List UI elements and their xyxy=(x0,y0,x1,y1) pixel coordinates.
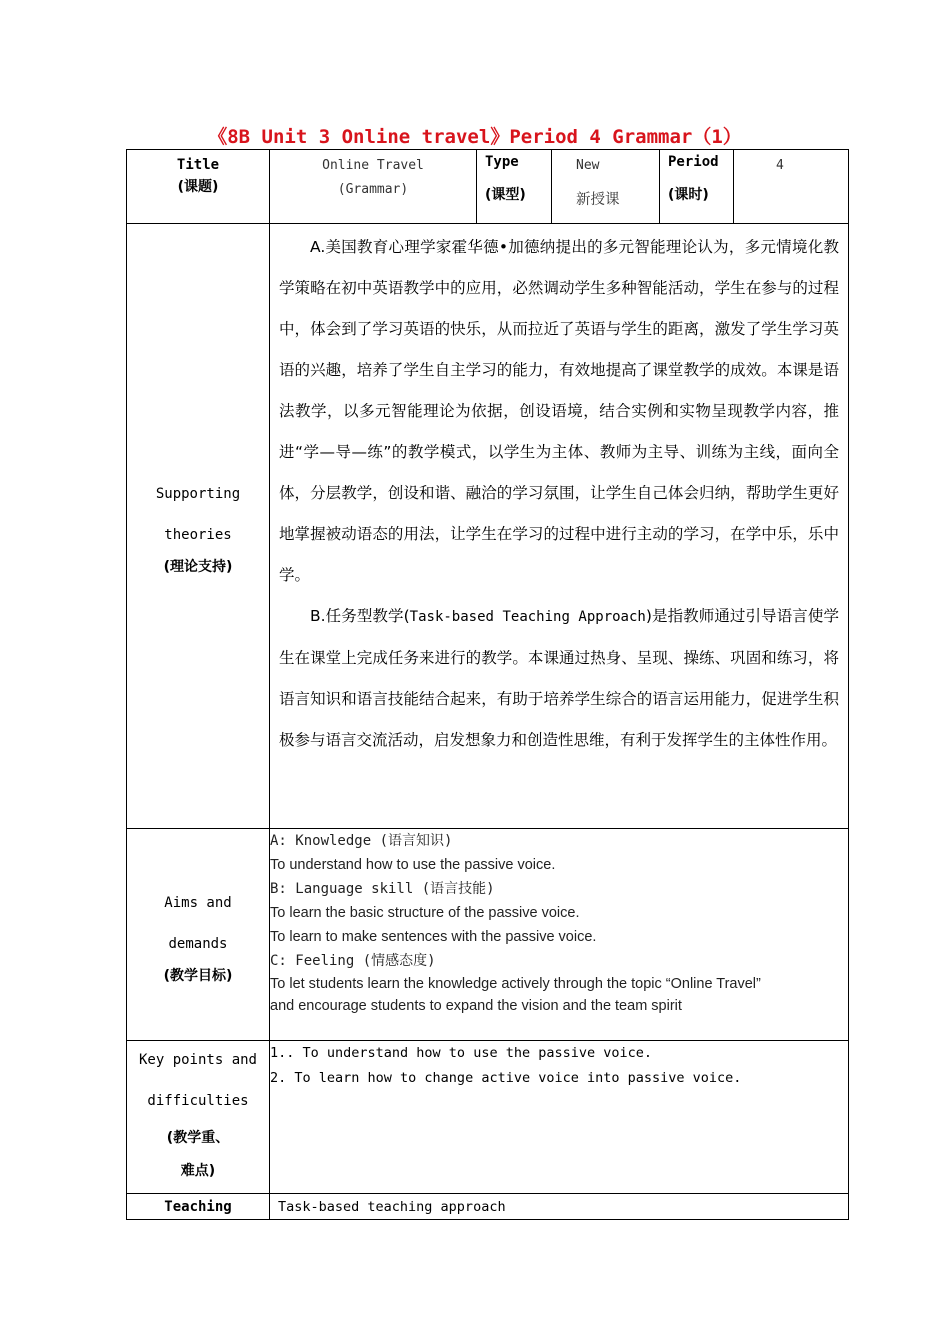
aims-skill-text-1: To learn the basic structure of the passive voice. xyxy=(270,905,580,921)
key-points-label-line2: difficulties xyxy=(147,1093,249,1109)
teaching-row xyxy=(127,1194,849,1220)
title-label-cn: (课题) xyxy=(177,179,219,195)
title-value-cell xyxy=(270,150,477,224)
aims-label-line1: Aims and xyxy=(164,894,232,911)
aims-content-cell xyxy=(270,829,849,1041)
key-point-1: 1.. To understand how to use the passive voice. xyxy=(270,1045,653,1061)
teaching-label: Teaching xyxy=(127,1194,270,1220)
type-label: Type xyxy=(485,154,519,170)
supporting-label-cell xyxy=(127,224,270,829)
theory-b-prefix: B.任务型教学( xyxy=(310,607,410,625)
supporting-label-cn: (理论支持) xyxy=(163,559,233,575)
key-points-row xyxy=(127,1041,849,1194)
period-value-cell xyxy=(734,150,849,224)
key-points-label-line1: Key points and xyxy=(138,1052,257,1068)
aims-feeling-text-2: and encourage students to expand the vision and the team spirit xyxy=(270,998,682,1014)
period-label-cell xyxy=(660,150,734,224)
lesson-plan-table xyxy=(126,149,849,1220)
type-value-en: New xyxy=(576,158,600,173)
aims-label-line2: demands xyxy=(168,935,228,952)
supporting-text-cell xyxy=(270,224,849,829)
theory-b-english: Task-based Teaching Approach xyxy=(409,609,646,625)
type-label-cell xyxy=(477,150,552,224)
period-label: Period xyxy=(668,154,719,170)
type-value-cell xyxy=(552,150,660,224)
aims-feeling-heading: C: Feeling (情感态度) xyxy=(270,953,436,969)
supporting-label-line2: theories xyxy=(164,527,232,543)
theory-paragraph-b xyxy=(270,596,848,761)
title-label: Title xyxy=(176,157,220,173)
page-title: 《8B Unit 3 Online travel》Period 4 Grammar（1） xyxy=(208,126,742,148)
aims-row xyxy=(127,829,849,1041)
teaching-value: Task-based teaching approach xyxy=(270,1194,849,1220)
title-value-line1: Online Travel xyxy=(322,158,424,173)
supporting-row xyxy=(127,224,849,829)
supporting-label-line1: Supporting xyxy=(155,486,241,502)
theory-b-rest: )是指教师通过引导语言使学生在课堂上完成任务来进行的教学。本课通过热身、呈现、操练、巩固和练习，将语言知识和语言技能结合起来，有助于培养学生综合的语言运用能力，促进学生积极参与语言交流活动，启发想象力和创造性思维，有利于发挥学生的主体性作用。 xyxy=(279,607,839,749)
key-points-label-cn1: (教学重、 xyxy=(166,1130,230,1146)
key-points-content-cell xyxy=(270,1041,849,1194)
header-row xyxy=(127,150,849,224)
aims-skill-text-2: To learn to make sentences with the passive voice. xyxy=(270,929,597,945)
aims-label-cn: (教学目标) xyxy=(163,967,233,984)
aims-feeling-text-1: To let students learn the knowledge actively through the topic “Online Travel” xyxy=(270,976,761,992)
theory-paragraph-a: A.美国教育心理学家霍华德•加德纳提出的多元智能理论认为，多元情境化教学策略在初中英语教学中的应用，必然调动学生多种智能活动，学生在参与的过程中，体会到了学习英语的快乐，从而拉近了英语与学生的距离，激发了学生学习英语的兴趣，培养了学生自主学习的能力，有效地提高了课堂教学的成效。本课是语法教学，以多元智能理论为依据，创设语境，结合实例和实物呈现教学内容，推进“学—导—练”的教学模式，以学生为主体、教师为主导、训练为主线，面向全体，分层教学，创设和谐、融洽的学习氛围，让学生自己体会归纳，帮助学生更好地掌握被动语态的用法，让学生在学习的过程中进行主动的学习，在学中乐，乐中学。 xyxy=(279,238,839,584)
key-points-label-cell xyxy=(127,1041,270,1194)
period-label-cn: (课时) xyxy=(668,187,709,203)
type-value-cn: 新授课 xyxy=(576,192,620,208)
title-value-line2: (Grammar) xyxy=(337,182,409,197)
aims-knowledge-text: To understand how to use the passive voice. xyxy=(270,857,556,873)
aims-knowledge-heading: A: Knowledge (语言知识) xyxy=(270,833,453,849)
aims-skill-heading: B: Language skill (语言技能) xyxy=(270,881,495,897)
key-point-2: 2. To learn how to change active voice into passive voice. xyxy=(270,1070,742,1086)
type-label-cn: (课型) xyxy=(485,187,526,203)
period-value: 4 xyxy=(776,158,784,173)
title-label-cell xyxy=(127,150,270,224)
aims-label-cell xyxy=(127,829,270,1041)
key-points-label-cn2: 难点) xyxy=(180,1163,216,1179)
